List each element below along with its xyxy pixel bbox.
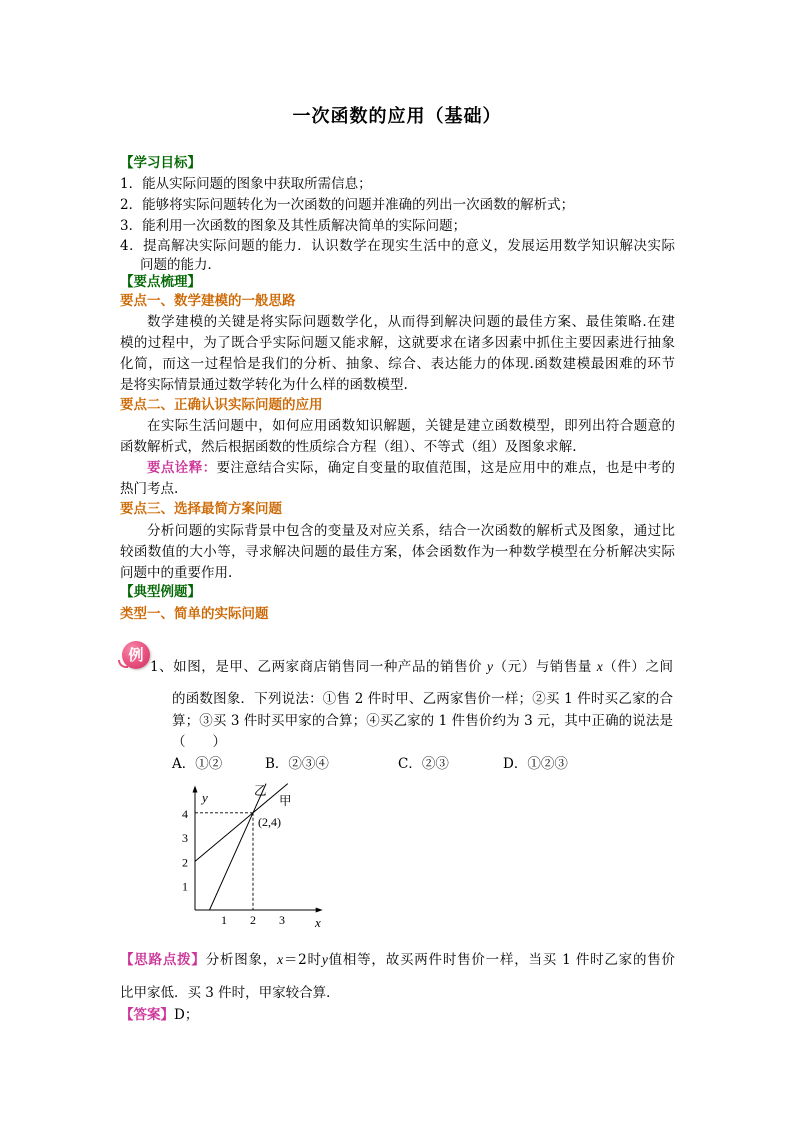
- paragraph-line: 分析问题的实际背景中包含的变量及对应关系，结合一次函数的解析式及图象，通过比: [147, 523, 675, 539]
- intersection-label: (2,4): [258, 815, 281, 829]
- answer-value: D；: [174, 1007, 199, 1023]
- line-yi-label: 乙: [254, 783, 267, 798]
- variable-y: y: [487, 659, 494, 674]
- y-axis-label: y: [202, 790, 208, 805]
- key-point-1-title: 要点一、数学建模的一般思路: [120, 293, 296, 309]
- objective-item: 4．提高解决实际问题的能力．认识数学在现实生活中的意义，发展运用数学知识解决实际: [120, 238, 675, 254]
- note-text: 要注意结合实际，确定自变量的取值范围，这是应用中的难点，也是中考的: [216, 460, 676, 476]
- x-axis-label: x: [315, 915, 321, 930]
- analysis-line: [120, 950, 675, 970]
- note-line: 热门考点.: [120, 481, 179, 497]
- analysis-text: ＝2时: [283, 952, 322, 968]
- paragraph-line: 函数解析式，然后根据函数的性质综合方程（组）、不等式（组）及图象求解.: [120, 439, 577, 455]
- key-point-3-title: 要点三、选择最简方案问题: [120, 501, 282, 517]
- variable-x: x: [277, 952, 284, 967]
- x-axis-arrow: [316, 908, 323, 913]
- paragraph-line: 模的过程中，为了既合乎实际问题又能求解，这就要求在诸多因素中抓住主要因素进行抽象: [120, 335, 675, 351]
- y-tick-label: 1: [182, 879, 188, 894]
- analysis-text: 值相等，故买两件时售价一样，当买 1 件时乙家的售价: [327, 952, 676, 968]
- note-label: 要点诠释：: [147, 460, 217, 476]
- paragraph-line: 在实际生活问题中，如何应用函数知识解题，关键是建立函数模型，即列出符合题意的: [147, 418, 675, 434]
- question-text: （元）与销售量: [493, 659, 597, 675]
- key-point-2-title: 要点二、正确认识实际问题的应用: [120, 397, 323, 413]
- graph-line-yi: [210, 784, 267, 910]
- function-graph: [170, 778, 330, 940]
- answer-line: [120, 1005, 675, 1025]
- question-line: [150, 657, 673, 677]
- option-c: C．②③: [398, 756, 449, 772]
- paragraph-line: 化简，而这一过程恰是我们的分析、抽象、综合、表达能力的体现.函数建模最困难的环节: [120, 356, 675, 372]
- answer-label: 【答案】: [120, 1007, 174, 1023]
- option-a: A．①②: [172, 756, 223, 772]
- page-title: 一次函数的应用（基础）: [292, 106, 502, 127]
- x-tick-label: 1: [221, 913, 227, 927]
- option-b: B．②③④: [265, 756, 329, 772]
- objective-item: 3．能利用一次函数的图象及其性质解决简单的实际问题；: [120, 218, 467, 234]
- objective-item-continued: 问题的能力．: [140, 257, 221, 273]
- paragraph-line: 是将实际情景通过数学转化为什么样的函数模型.: [120, 377, 408, 393]
- example-badge: 例: [122, 641, 150, 669]
- question-line: 的函数图象．下列说法：①售 2 件时甲、乙两家售价一样；②买 1 件时买乙家的合: [172, 691, 673, 707]
- y-axis-arrow: [193, 786, 198, 793]
- variable-x: x: [596, 659, 603, 674]
- objective-item: 1．能从实际问题的图象中获取所需信息；: [120, 176, 372, 192]
- paragraph-line: 较函数值的大小等，寻求解决问题的最佳方案，体会函数作为一种数学模型在分析解决实际: [120, 544, 675, 560]
- y-tick-label: 2: [182, 855, 188, 870]
- examples-heading: 【典型例题】: [120, 584, 201, 600]
- paragraph-line: 问题中的重要作用.: [120, 565, 233, 581]
- y-tick-label: 4: [182, 806, 188, 821]
- line-jia-label: 甲: [279, 793, 292, 808]
- analysis-text: 分析图象，: [205, 952, 278, 968]
- question-text: 1、如图，是甲、乙两家商店销售同一种产品的销售价: [150, 659, 488, 675]
- objectives-heading: 【学习目标】: [120, 155, 201, 171]
- type-title: 类型一、简单的实际问题: [120, 606, 269, 622]
- question-text: （件）之间: [602, 659, 673, 675]
- paragraph-line: 数学建模的关键是将实际问题数学化，从而得到解决问题的最佳方案、最佳策略.在建: [147, 314, 675, 330]
- option-d: D．①②③: [503, 756, 568, 772]
- variable-y: y: [321, 952, 328, 967]
- y-tick-label: 3: [182, 831, 188, 846]
- key-points-heading: 【要点梳理】: [120, 274, 201, 290]
- x-tick-label: 3: [279, 913, 285, 927]
- analysis-line: 比甲家低．买 3 件时，甲家较合算．: [120, 985, 340, 1001]
- analysis-label: 【思路点拨】: [120, 952, 206, 968]
- x-tick-label: 2: [250, 913, 256, 927]
- question-line: 算；③买 3 件时买甲家的合算；④买乙家的 1 件售价约为 3 元，其中正确的说法是: [172, 713, 673, 729]
- answer-blank: （ ）: [172, 734, 226, 750]
- objective-item: 2．能够将实际问题转化为一次函数的问题并准确的列出一次函数的解析式；: [120, 197, 575, 213]
- note-line: [147, 458, 675, 478]
